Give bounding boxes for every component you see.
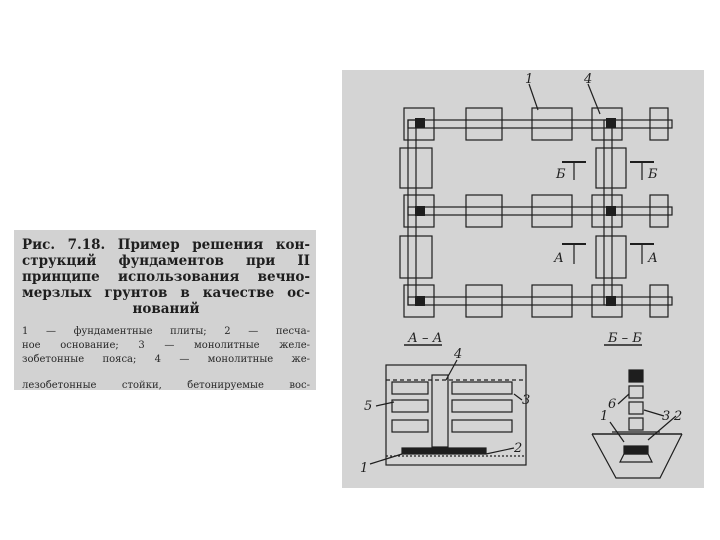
post — [415, 206, 425, 216]
belt-section — [392, 382, 428, 394]
section-a-label-left: А — [554, 251, 564, 266]
belt-section — [392, 420, 428, 432]
post — [415, 296, 425, 306]
caption-legend-line: ное основание; 3 — монолитные желе- — [22, 340, 310, 351]
plate — [466, 285, 502, 317]
figure-caption — [14, 230, 316, 390]
plate — [532, 285, 572, 317]
section-aa-label-2: 2 — [514, 441, 523, 456]
section-aa-label-5: 5 — [364, 399, 373, 414]
section-aa-title: А – А — [408, 331, 443, 346]
leader-4 — [588, 84, 600, 114]
plate — [532, 195, 572, 227]
post-section — [432, 375, 448, 447]
post — [415, 118, 425, 128]
caption-title-line: Рис. 7.18. Пример решения кон- — [22, 237, 310, 253]
section-aa-label-1: 1 — [360, 461, 369, 476]
section-bb-label-1: 1 — [600, 409, 609, 424]
belt-middle — [408, 207, 672, 215]
plate — [650, 108, 668, 140]
plate — [650, 195, 668, 227]
drawing-svg — [342, 70, 704, 488]
post — [606, 296, 616, 306]
section-aa-label-4: 4 — [454, 347, 463, 362]
caption-title-line: нований — [132, 301, 200, 317]
plate — [650, 285, 668, 317]
belt-top — [408, 120, 672, 128]
callout-4: 4 — [584, 72, 593, 87]
belt-section — [452, 400, 512, 412]
leader-1 — [529, 84, 538, 110]
belt-section — [452, 382, 512, 394]
belt-section — [392, 400, 428, 412]
section-bb-title: Б – Б — [608, 331, 642, 346]
plate-section — [402, 448, 486, 454]
belt-section — [452, 420, 512, 432]
foundation-drawing — [342, 70, 704, 488]
callout-1: 1 — [525, 72, 534, 87]
section-bb-label-2: 2 — [674, 409, 683, 424]
post — [606, 206, 616, 216]
caption-title-line: струкций фундаментов при II — [22, 253, 310, 269]
caption-title-line: мерзлых грунтов в качестве ос- — [22, 285, 310, 301]
plate — [466, 108, 502, 140]
caption-legend-line: 1 — фундаментные плиты; 2 — песча- — [22, 326, 310, 337]
belt-bottom — [408, 297, 672, 305]
plan-posts — [415, 118, 616, 306]
plan-belts — [408, 120, 672, 305]
plate — [532, 108, 572, 140]
plate — [596, 148, 626, 188]
plate — [596, 236, 626, 278]
plan-plates — [400, 108, 668, 317]
plate — [466, 195, 502, 227]
section-a-label-right: А — [648, 251, 658, 266]
section-aa-label-3: 3 — [522, 393, 531, 408]
caption-legend-line: зобетонные пояса; 4 — монолитные же- — [22, 354, 310, 365]
section-bb-label-6: 6 — [608, 397, 617, 412]
caption-legend-line: лезобетонные стойки, бетонируемые вос- — [22, 380, 310, 390]
caption-title-line: принципе использования вечно- — [22, 269, 310, 285]
section-aa — [370, 345, 526, 465]
section-b-label-right: Б — [648, 167, 658, 182]
post — [606, 118, 616, 128]
section-bb-label-3: 3 — [662, 409, 671, 424]
section-b-label-left: Б — [556, 167, 566, 182]
